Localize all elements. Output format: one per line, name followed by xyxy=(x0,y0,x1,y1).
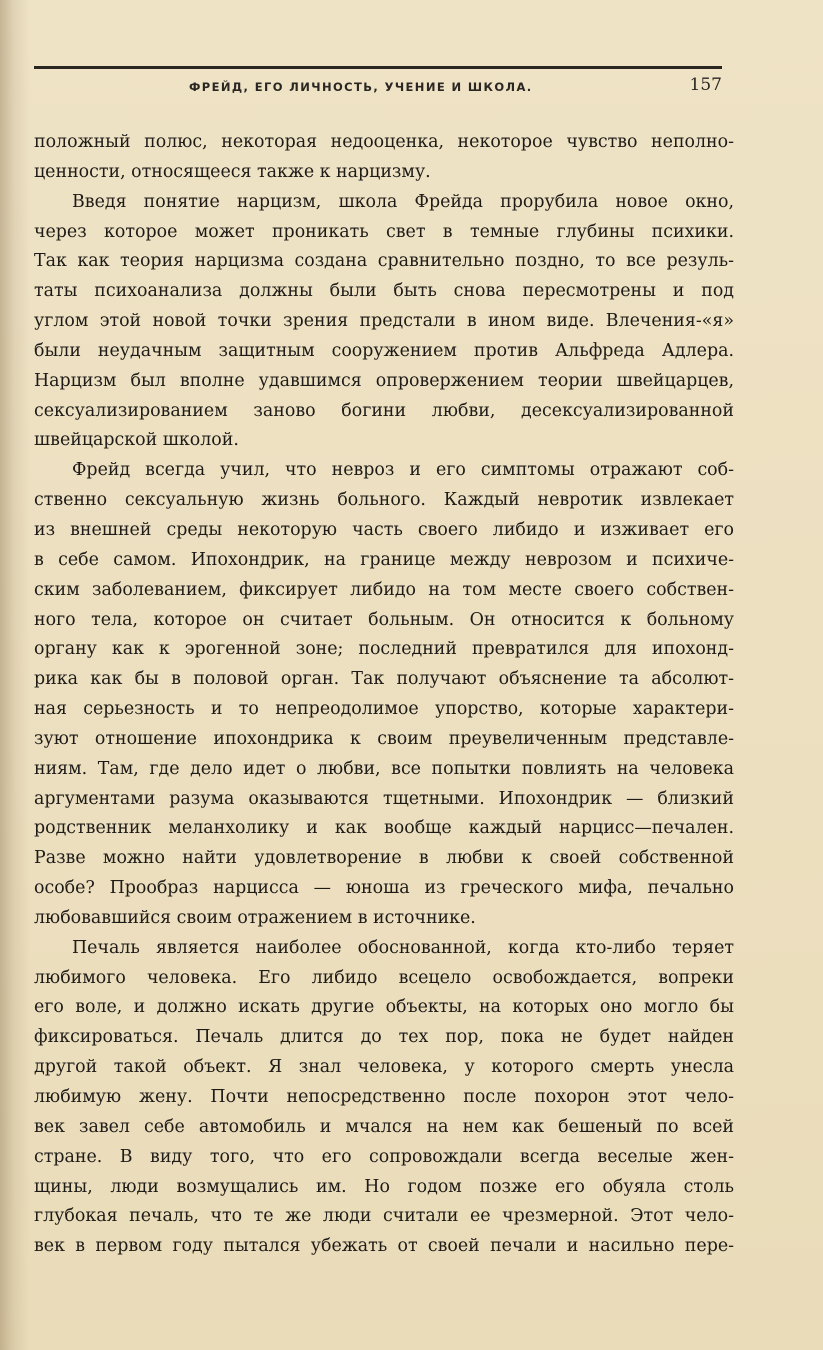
text-line: ниям. Там, где дело идет о любви, все попытки повлиять на человека xyxy=(34,758,734,779)
text-line: Фрейд всегда учил, что невроз и его симптомы отражают соб- xyxy=(72,460,734,481)
text-line: Так как теория нарцизма создана сравнительно поздно, то все резуль- xyxy=(34,251,734,272)
body-text xyxy=(34,128,734,1262)
text-line: фиксироваться. Печаль длится до тех пор, пока не будет найден xyxy=(34,1027,734,1048)
text-line: ного тела, которое он считает больным. Он относится к больному xyxy=(34,609,734,630)
text-line: были неудачным защитным сооружением против Альфреда Адлера. xyxy=(34,340,734,361)
page-number: 157 xyxy=(689,75,722,95)
running-head xyxy=(34,77,722,99)
text-line: щины, люди возмущались им. Но годом позже его обуяла столь xyxy=(34,1176,734,1197)
text-line: органу как к эрогенной зоне; последний превратился для ипохонд- xyxy=(34,639,734,660)
text-line: Нарцизм был вполне удавшимся опровержением теории швейцарцев, xyxy=(34,370,734,391)
text-line: любимого человека. Его либидо всецело освобождается, вопреки xyxy=(34,967,734,988)
text-line: стране. В виду того, что его сопровождали всегда веселые жен- xyxy=(34,1146,734,1167)
text-line: аргументами разума оказываются тщетными. Ипохондрик — близкий xyxy=(34,788,734,809)
text-line: глубокая печаль, что те же люди считали ее чрезмерной. Этот чело- xyxy=(34,1206,734,1227)
text-line: зуют отношение ипохондрика к своим преувеличенным представле- xyxy=(34,728,734,749)
text-line: Разве можно найти удовлетворение в любви к своей собственной xyxy=(34,848,734,869)
text-line: любовавшийся своим отражением в источнике. xyxy=(34,907,476,928)
text-line: любимую жену. Почти непосредственно после похорон этот чело- xyxy=(34,1087,734,1107)
running-title: ФРЕЙД, ЕГО ЛИЧНОСТЬ, УЧЕНИЕ И ШКОЛА. xyxy=(189,80,533,94)
text-line: Печаль является наиболее обоснованной, когда кто-либо теряет xyxy=(72,937,734,958)
text-line: ственно сексуальную жизнь больного. Каждый невротик извлекает xyxy=(34,490,734,511)
header-rule xyxy=(34,66,722,69)
text-line: швейцарской школой. xyxy=(34,430,239,451)
text-line: углом этой новой точки зрения предстали в ином виде. Влечения-«я» xyxy=(34,311,734,332)
text-line: другой такой объект. Я знал человека, у которого смерть унесла xyxy=(34,1057,734,1078)
text-line: в себе самом. Ипохондрик, на границе между неврозом и психиче- xyxy=(34,549,734,570)
text-line: его воле, и должно искать другие объекты, на которых оно могло бы xyxy=(34,997,734,1018)
text-line: таты психоанализа должны были быть снова пересмотрены и под xyxy=(34,281,734,302)
text-line: через которое может проникать свет в темные глубины психики. xyxy=(34,221,734,242)
text-line: из внешней среды некоторую часть своего либидо и изживает его xyxy=(34,519,734,540)
text-line: ная серьезность и то непреодолимое упорство, которые характери- xyxy=(34,699,734,720)
text-line: положный полюс, некоторая недооценка, некоторое чувство неполно- xyxy=(34,132,734,152)
text-line: родственник меланхолику и как вообще каждый нарцисс—печален. xyxy=(34,818,734,839)
text-line: Введя понятие нарцизм, школа Фрейда прорубила новое окно, xyxy=(72,191,734,212)
text-line: ским заболеванием, фиксирует либидо на том месте своего собствен- xyxy=(34,579,734,600)
text-line: сексуализированием заново богини любви, десексуализированной xyxy=(34,400,734,421)
text-line: век в первом году пытался убежать от своей печали и насильно пере- xyxy=(34,1236,734,1257)
text-line: рика как бы в половой орган. Так получают объяснение та абсолют- xyxy=(34,669,734,690)
text-line: век завел себе автомобиль и мчался на нем как бешеный по всей xyxy=(34,1116,734,1137)
text-line: особе? Прообраз нарцисса — юноша из греческого мифа, печально xyxy=(34,878,734,899)
text-line: ценности, относящееся также к нарцизму. xyxy=(34,161,431,182)
